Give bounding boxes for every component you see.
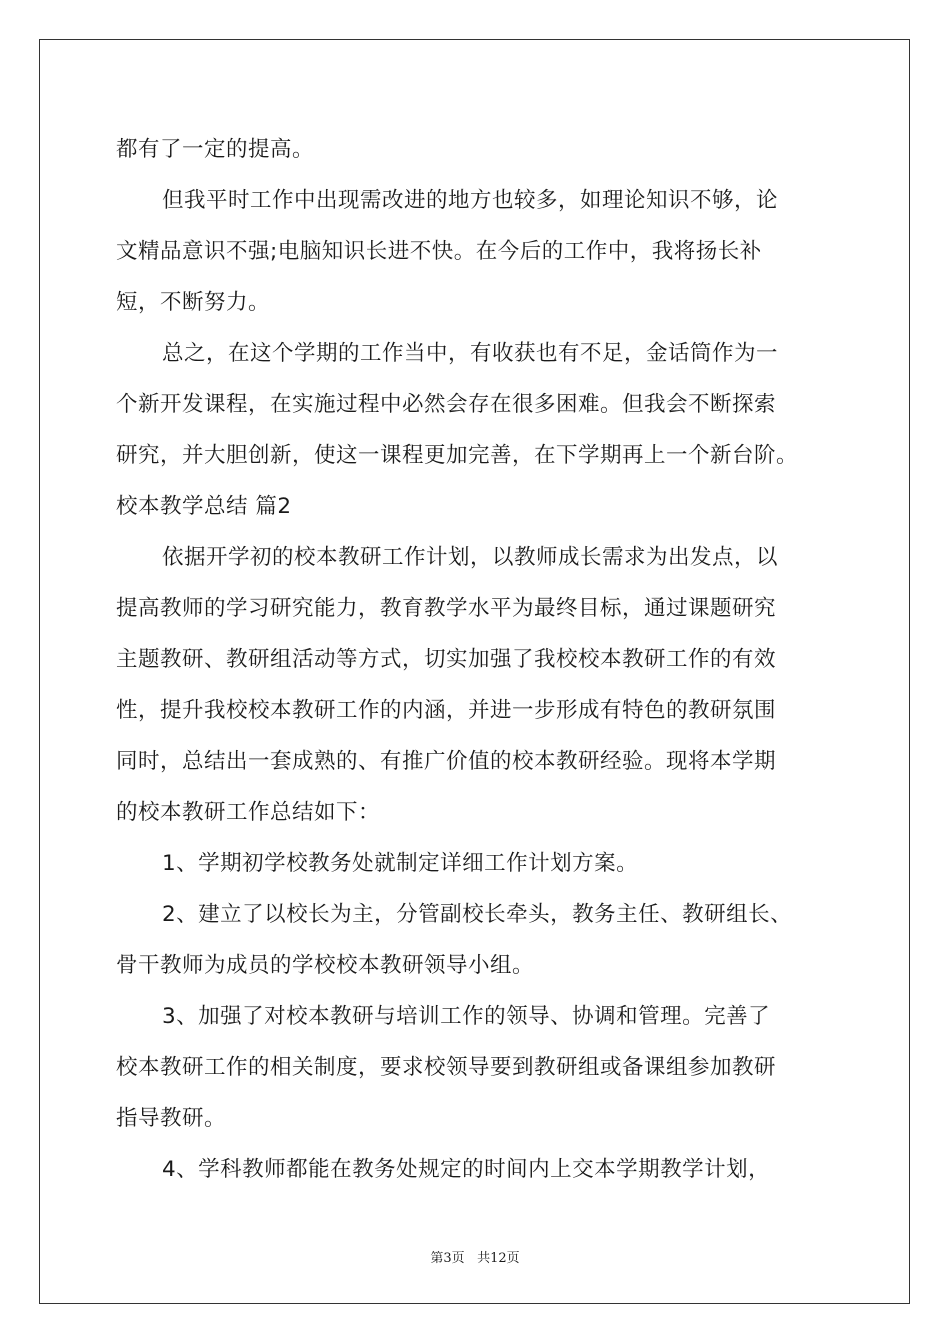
text-line: 都有了一定的提高。 (116, 137, 315, 162)
text-line: 4、学科教师都能在教务处规定的时间内上交本学期教学计划， (162, 1157, 771, 1182)
text-line: 依据开学初的校本教研工作计划，以教师成长需求为出发点，以 (162, 545, 779, 570)
document-body (116, 124, 836, 1195)
text-line: 1、学期初学校教务处就制定详细工作计划方案。 (162, 851, 639, 876)
text-line: 3、加强了对校本教研与培训工作的领导、协调和管理。完善了 (162, 1004, 771, 1029)
page-number: 第3页 (430, 1251, 465, 1266)
page-total: 共12页 (477, 1251, 520, 1266)
text-line: 提高教师的学习研究能力，教育教学水平为最终目标，通过课题研究 (116, 596, 777, 621)
text-line: 校本教研工作的相关制度，要求校领导要到教研组或备课组参加教研 (116, 1055, 777, 1080)
text-line: 性，提升我校校本教研工作的内涵，并进一步形成有特色的教研氛围 (116, 698, 777, 723)
text-line: 总之，在这个学期的工作当中，有收获也有不足，金话筒作为一 (162, 341, 779, 366)
text-line: 2、建立了以校长为主，分管副校长牵头，教务主任、教研组长、 (162, 902, 793, 927)
text-line: 同时，总结出一套成熟的、有推广价值的校本教研经验。现将本学期 (116, 749, 777, 774)
text-line: 骨干教师为成员的学校校本教研领导小组。 (116, 953, 535, 978)
text-line: 研究，并大胆创新，使这一课程更加完善，在下学期再上一个新台阶。 (116, 443, 799, 468)
text-line: 的校本教研工作总结如下： (116, 800, 381, 825)
text-line: 指导教研。 (116, 1106, 227, 1131)
text-line: 文精品意识不强;电脑知识长进不快。在今后的工作中，我将扬长补 (116, 239, 762, 264)
text-line: 主题教研、教研组活动等方式，切实加强了我校校本教研工作的有效 (116, 647, 777, 672)
text-line: 但我平时工作中出现需改进的地方也较多，如理论知识不够，论 (162, 188, 779, 213)
text-line: 短，不断努力。 (116, 290, 271, 315)
section-heading: 校本教学总结 篇2 (116, 494, 292, 519)
page-footer (0, 1247, 950, 1266)
text-line: 个新开发课程，在实施过程中必然会存在很多困难。但我会不断探索 (116, 392, 777, 417)
